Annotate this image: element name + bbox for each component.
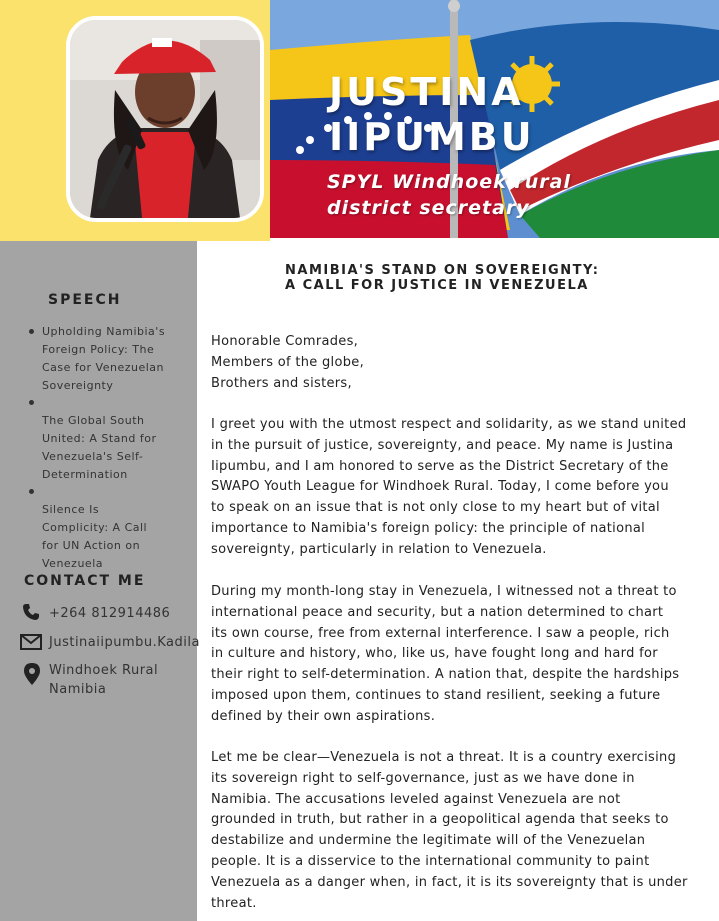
- location-pin-icon: [24, 663, 40, 689]
- paragraph-line: grounded in truth, but rather in a geopolitical agenda that seeks to: [211, 812, 669, 828]
- paragraph-line: destabilize and undermine the legitimate will of the Venezuelan: [211, 833, 646, 849]
- yellow-block: [0, 0, 270, 241]
- role-line-2: district secretary: [327, 197, 530, 219]
- address-line-2: Namibia: [49, 682, 107, 697]
- speech-item-line: Complicity: A Call: [42, 521, 148, 534]
- paragraph: [211, 415, 686, 561]
- paragraph-line: its own course, free from external interference. I saw a people, rich: [211, 625, 670, 641]
- bullet-icon: [29, 400, 34, 405]
- paragraph-line: in culture and history, who, like us, have fought long and hard for: [211, 646, 658, 662]
- sidebar: [0, 241, 200, 921]
- speech-item-line: The Global South: [42, 414, 145, 427]
- speech-item: [42, 323, 192, 395]
- speech-item: [42, 412, 192, 484]
- speech-item: [42, 501, 192, 573]
- speech-item-line: United: A Stand for: [42, 432, 157, 445]
- speech-item-line: Upholding Namibia's: [42, 325, 166, 338]
- mail-icon: [20, 634, 42, 654]
- greeting: [211, 332, 364, 394]
- paragraph-line: During my month-long stay in Venezuela, I witnessed not a threat to: [211, 584, 677, 599]
- paragraph-line: Namibia. The accusations leveled against Venezuela are not: [211, 791, 621, 807]
- greeting-line: Members of the globe,: [211, 354, 365, 370]
- paragraph-line: threat.: [211, 895, 257, 911]
- paragraph-line: to speak on an issue that is not only close to my heart but of vital: [211, 500, 660, 516]
- paragraph-line: SWAPO Youth League for Windhoek Rural. Today, I come before you: [211, 479, 669, 495]
- greeting-line: Brothers and sisters,: [211, 375, 352, 391]
- paragraph-line: people. It is a disservice to the international community to paint: [211, 853, 650, 869]
- address-line-1: Windhoek Rural: [49, 663, 159, 678]
- speech-item-line: Determination: [42, 468, 128, 481]
- speech-title-line-2: A CALL FOR JUSTICE IN VENEZUELA: [285, 278, 589, 293]
- profile-photo: [66, 16, 264, 222]
- paragraph-line: importance to Namibia's foreign policy: the principle of national: [211, 520, 646, 536]
- speech-title-line-1: NAMIBIA'S STAND ON SOVEREIGNTY:: [285, 263, 600, 278]
- contact-heading: CONTACT ME: [24, 573, 146, 589]
- paragraph-line: Let me be clear—Venezuela is not a threat. It is a country exercising: [211, 750, 677, 765]
- speech-item-line: Silence Is: [42, 503, 100, 516]
- speech-item-line: for UN Action on: [42, 539, 141, 552]
- role-line-1: SPYL Windhoek rural: [327, 171, 572, 193]
- flag-banner: [270, 0, 719, 238]
- phone-icon: [22, 603, 40, 625]
- speech-item-line: Case for Venezuelan: [42, 361, 164, 374]
- paragraph-line: Venezuela as a danger when, in fact, it is its sovereignty that is under: [211, 874, 688, 890]
- main-content: [197, 241, 719, 921]
- paragraph-line: sovereignty, particularly in relation to Venezuela.: [211, 541, 547, 557]
- speech-item-line: Foreign Policy: The: [42, 343, 155, 356]
- paragraph: [211, 582, 679, 728]
- phone-number[interactable]: +264 812914486: [49, 606, 171, 621]
- paragraph-line: Iipumbu, and I am honored to serve as the District Secretary of the: [211, 458, 669, 474]
- speech-item-line: Venezuela: [42, 557, 103, 570]
- paragraph-line: imposed upon them, continues to stand resilient, seeking a future: [211, 687, 661, 703]
- paragraph-line: their right to self-determination. A nation that, despite the hardships: [211, 667, 680, 683]
- bullet-icon: [29, 329, 34, 334]
- portrait-image: [70, 20, 260, 218]
- header: [0, 0, 719, 241]
- paragraph-line: I greet you with the utmost respect and solidarity, as we stand united: [211, 417, 687, 432]
- name-line-1: JUSTINA: [329, 70, 524, 114]
- speech-heading: SPEECH: [48, 292, 122, 308]
- paragraph-line: international peace and security, but a nation determined to chart: [211, 604, 664, 620]
- email-address[interactable]: Justinaiipumbu.Kadila: [49, 635, 200, 650]
- name-line-2: IIPUMBU: [329, 115, 535, 159]
- speech-item-line: Venezuela's Self-: [42, 450, 144, 463]
- greeting-line: Honorable Comrades,: [211, 334, 359, 349]
- paragraph-line: its sovereign right to self-governance, just as we have done in: [211, 770, 635, 786]
- paragraph-line: in the pursuit of justice, sovereignty, and peace. My name is Justina: [211, 437, 674, 453]
- speech-item-line: Sovereignty: [42, 379, 114, 392]
- paragraph-line: defined by their own aspirations.: [211, 708, 436, 724]
- paragraph: [211, 748, 688, 914]
- bullet-icon: [29, 489, 34, 494]
